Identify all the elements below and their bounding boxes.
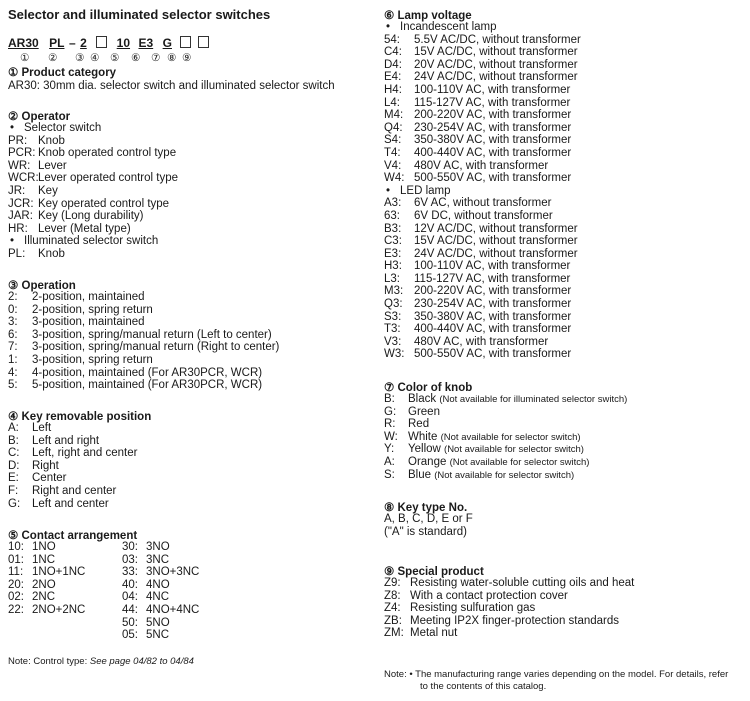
model-part-series: AR30 bbox=[8, 36, 39, 50]
product-category-heading: ① Product category bbox=[8, 67, 117, 79]
model-part-lamp: E3 bbox=[138, 36, 154, 50]
list-item: 63: 6V DC, without transformer bbox=[384, 209, 553, 222]
list-item: A3: 6V AC, without transformer bbox=[384, 197, 552, 210]
list-item: 7: 3-position, spring/manual return (Right to center) bbox=[8, 341, 280, 354]
list-item: C: Left, right and center bbox=[8, 447, 138, 460]
lamp-sub-led: • LED lamp bbox=[386, 184, 451, 197]
list-item: 02: 2NC bbox=[8, 591, 56, 604]
list-item: C3: 15V AC/DC, without transformer bbox=[384, 235, 578, 248]
key-removable-list bbox=[8, 422, 137, 510]
model-num-1: ① bbox=[20, 52, 30, 64]
list-item: Q4: 230-254V AC, with transformer bbox=[384, 121, 572, 134]
key-type-line1: A, B, C, D, E or F bbox=[384, 513, 473, 525]
model-part-contacts: 10 bbox=[116, 36, 131, 50]
list-item: B: Black (Not available for illuminated selector switch) bbox=[384, 393, 628, 405]
operation-heading: ③ Operation bbox=[8, 280, 76, 292]
list-item: Y: Yellow (Not available for selector switch) bbox=[384, 443, 584, 456]
color-of-knob-heading: ⑦ Color of knob bbox=[384, 382, 473, 394]
list-item: G: Green bbox=[384, 405, 440, 418]
key-type-line2: ("A" is standard) bbox=[384, 526, 467, 538]
model-num-6: ⑥ bbox=[131, 52, 141, 64]
operator-sub-illuminated: • Illuminated selector switch bbox=[10, 235, 159, 248]
list-item: A: Orange (Not available for selector switch) bbox=[384, 455, 590, 468]
list-item: JR: Key bbox=[8, 184, 58, 197]
list-item: S3: 350-380V AC, with transformer bbox=[384, 310, 572, 323]
model-part-color: G bbox=[162, 36, 172, 50]
list-item: M4: 200-220V AC, with transformer bbox=[384, 109, 572, 122]
list-item: H4: 100-110V AC, with transformer bbox=[384, 83, 571, 96]
list-item: V4: 480V AC, with transformer bbox=[384, 159, 549, 172]
list-item: 04: 4NC bbox=[122, 591, 170, 604]
list-item: E3: 24V AC/DC, without transformer bbox=[384, 247, 578, 260]
list-item: D4: 20V AC/DC, without transformer bbox=[384, 58, 578, 71]
note-manufacturing-line2: to the contents of this catalog. bbox=[420, 681, 547, 692]
list-item: HR: Lever (Metal type) bbox=[8, 222, 131, 235]
list-item: 2: 2-position, maintained bbox=[8, 291, 145, 303]
list-item: Z4: Resisting sulfuration gas bbox=[384, 602, 536, 615]
list-item: 50: 5NO bbox=[122, 616, 170, 629]
list-item: L4: 115-127V AC, with transformer bbox=[384, 96, 571, 109]
lamp-voltage-heading: ⑥ Lamp voltage bbox=[384, 10, 472, 22]
list-item: 6: 3-position, spring/manual return (Left to center) bbox=[8, 328, 272, 341]
lamp-sub-incandescent: • Incandescent lamp bbox=[386, 21, 497, 33]
list-item: ZB: Meeting IP2X finger-protection standards bbox=[384, 614, 620, 627]
list-item: PL: Knob bbox=[8, 247, 65, 260]
model-dash: – bbox=[68, 36, 76, 50]
list-item: B3: 12V AC/DC, without transformer bbox=[384, 222, 578, 235]
color-of-knob-list bbox=[384, 393, 627, 481]
list-item: B: Left and right bbox=[8, 434, 100, 447]
list-item: JAR: Key (Long durability) bbox=[8, 210, 144, 223]
list-item: M3: 200-220V AC, with transformer bbox=[384, 285, 572, 298]
list-item: 33: 3NO+3NC bbox=[122, 566, 200, 579]
list-item: L3: 115-127V AC, with transformer bbox=[384, 272, 571, 285]
list-item: 05: 5NC bbox=[122, 629, 170, 642]
model-num-5: ⑤ bbox=[110, 52, 120, 64]
operator-sub-selector: • Selector switch bbox=[10, 122, 102, 134]
key-removable-heading: ④ Key removable position bbox=[8, 411, 152, 423]
model-box-key-position bbox=[96, 36, 107, 48]
list-item: S: Blue (Not available for selector switch) bbox=[384, 468, 575, 481]
model-num-4: ④ bbox=[90, 52, 100, 64]
list-item: F: Right and center bbox=[8, 484, 117, 497]
list-item: 5: 5-position, maintained (For AR30PCR, WCR) bbox=[8, 379, 263, 392]
list-item: ZM: Metal nut bbox=[384, 627, 458, 640]
list-item: 44: 4NO+4NC bbox=[122, 603, 200, 616]
list-item: W4: 500-550V AC, with transformer bbox=[384, 172, 572, 185]
list-item: T3: 400-440V AC, with transformer bbox=[384, 323, 572, 336]
list-item: R: Red bbox=[384, 418, 430, 431]
note-control-type: Note: Control type: See page 04/82 to 04/84 bbox=[8, 656, 194, 667]
model-num-9: ⑨ bbox=[182, 52, 192, 64]
list-item: 54: 5.5V AC/DC, without transformer bbox=[384, 33, 581, 46]
list-item: 11: 1NO+1NC bbox=[8, 566, 86, 579]
special-product-heading: ⑨ Special product bbox=[384, 566, 484, 578]
list-item: S4: 350-380V AC, with transformer bbox=[384, 134, 572, 147]
operation-list bbox=[8, 291, 279, 392]
key-type-heading: ⑧ Key type No. bbox=[384, 502, 468, 514]
list-item: Q3: 230-254V AC, with transformer bbox=[384, 298, 572, 311]
list-item: H3: 100-110V AC, with transformer bbox=[384, 260, 571, 273]
contact-arrangement-heading: ⑤ Contact arrangement bbox=[8, 530, 138, 542]
model-part-operation: 2 bbox=[80, 36, 87, 50]
operator-heading: ② Operator bbox=[8, 111, 71, 123]
list-item: C4: 15V AC/DC, without transformer bbox=[384, 46, 578, 59]
contact-list-col1 bbox=[8, 541, 85, 617]
model-code-numbers bbox=[0, 52, 220, 66]
model-num-3: ③ bbox=[75, 52, 85, 64]
list-item: Z9: Resisting water-soluble cutting oils and heat bbox=[384, 577, 635, 589]
special-product-list bbox=[384, 577, 634, 640]
page-title: Selector and illuminated selector switches bbox=[8, 7, 271, 22]
list-item: 01: 1NC bbox=[8, 553, 56, 566]
model-code bbox=[8, 34, 209, 52]
list-item: G: Left and center bbox=[8, 497, 109, 510]
note-manufacturing-line1: Note: • The manufacturing range varies depending on the model. For details, refer bbox=[384, 669, 729, 680]
operator-items-selector bbox=[8, 135, 178, 236]
model-num-2: ② bbox=[48, 52, 58, 64]
list-item: D: Right bbox=[8, 459, 59, 472]
list-item: 1: 3-position, spring return bbox=[8, 353, 153, 366]
list-item: PCR: Knob operated control type bbox=[8, 147, 177, 160]
list-item: WR: Lever bbox=[8, 159, 67, 172]
model-num-7: ⑦ bbox=[151, 52, 161, 64]
list-item: 40: 4NO bbox=[122, 578, 170, 591]
list-item: Z8: With a contact protection cover bbox=[384, 589, 568, 602]
list-item: WCR:Lever operated control type bbox=[8, 172, 179, 185]
list-item: 4: 4-position, maintained (For AR30PCR, WCR) bbox=[8, 366, 263, 379]
list-item: 20: 2NO bbox=[8, 578, 56, 591]
list-item: V3: 480V AC, with transformer bbox=[384, 335, 549, 348]
list-item: 3: 3-position, maintained bbox=[8, 316, 145, 329]
list-item: 30: 3NO bbox=[122, 541, 170, 553]
list-item: JCR: Key operated control type bbox=[8, 197, 170, 210]
list-item: 0: 2-position, spring return bbox=[8, 303, 153, 316]
model-box-key-type bbox=[180, 36, 191, 48]
list-item: A: Left bbox=[8, 422, 52, 434]
list-item: T4: 400-440V AC, with transformer bbox=[384, 146, 572, 159]
list-item: PR: Knob bbox=[8, 134, 65, 147]
list-item: 10: 1NO bbox=[8, 541, 56, 553]
lamp-voltage-list bbox=[384, 21, 581, 361]
product-category-text: AR30: 30mm dia. selector switch and illuminated selector switch bbox=[8, 80, 335, 92]
list-item: W: White (Not available for selector switch) bbox=[384, 430, 581, 443]
model-box-special bbox=[198, 36, 209, 48]
list-item: 22: 2NO+2NC bbox=[8, 603, 86, 616]
list-item: E: Center bbox=[8, 472, 67, 485]
operator-list bbox=[8, 122, 178, 261]
list-item: E4: 24V AC/DC, without transformer bbox=[384, 71, 578, 84]
list-item: 03: 3NC bbox=[122, 553, 170, 566]
model-part-operator: PL bbox=[49, 36, 65, 50]
contact-list-col2 bbox=[122, 541, 199, 642]
model-num-8: ⑧ bbox=[167, 52, 177, 64]
list-item: W3: 500-550V AC, with transformer bbox=[384, 348, 572, 361]
